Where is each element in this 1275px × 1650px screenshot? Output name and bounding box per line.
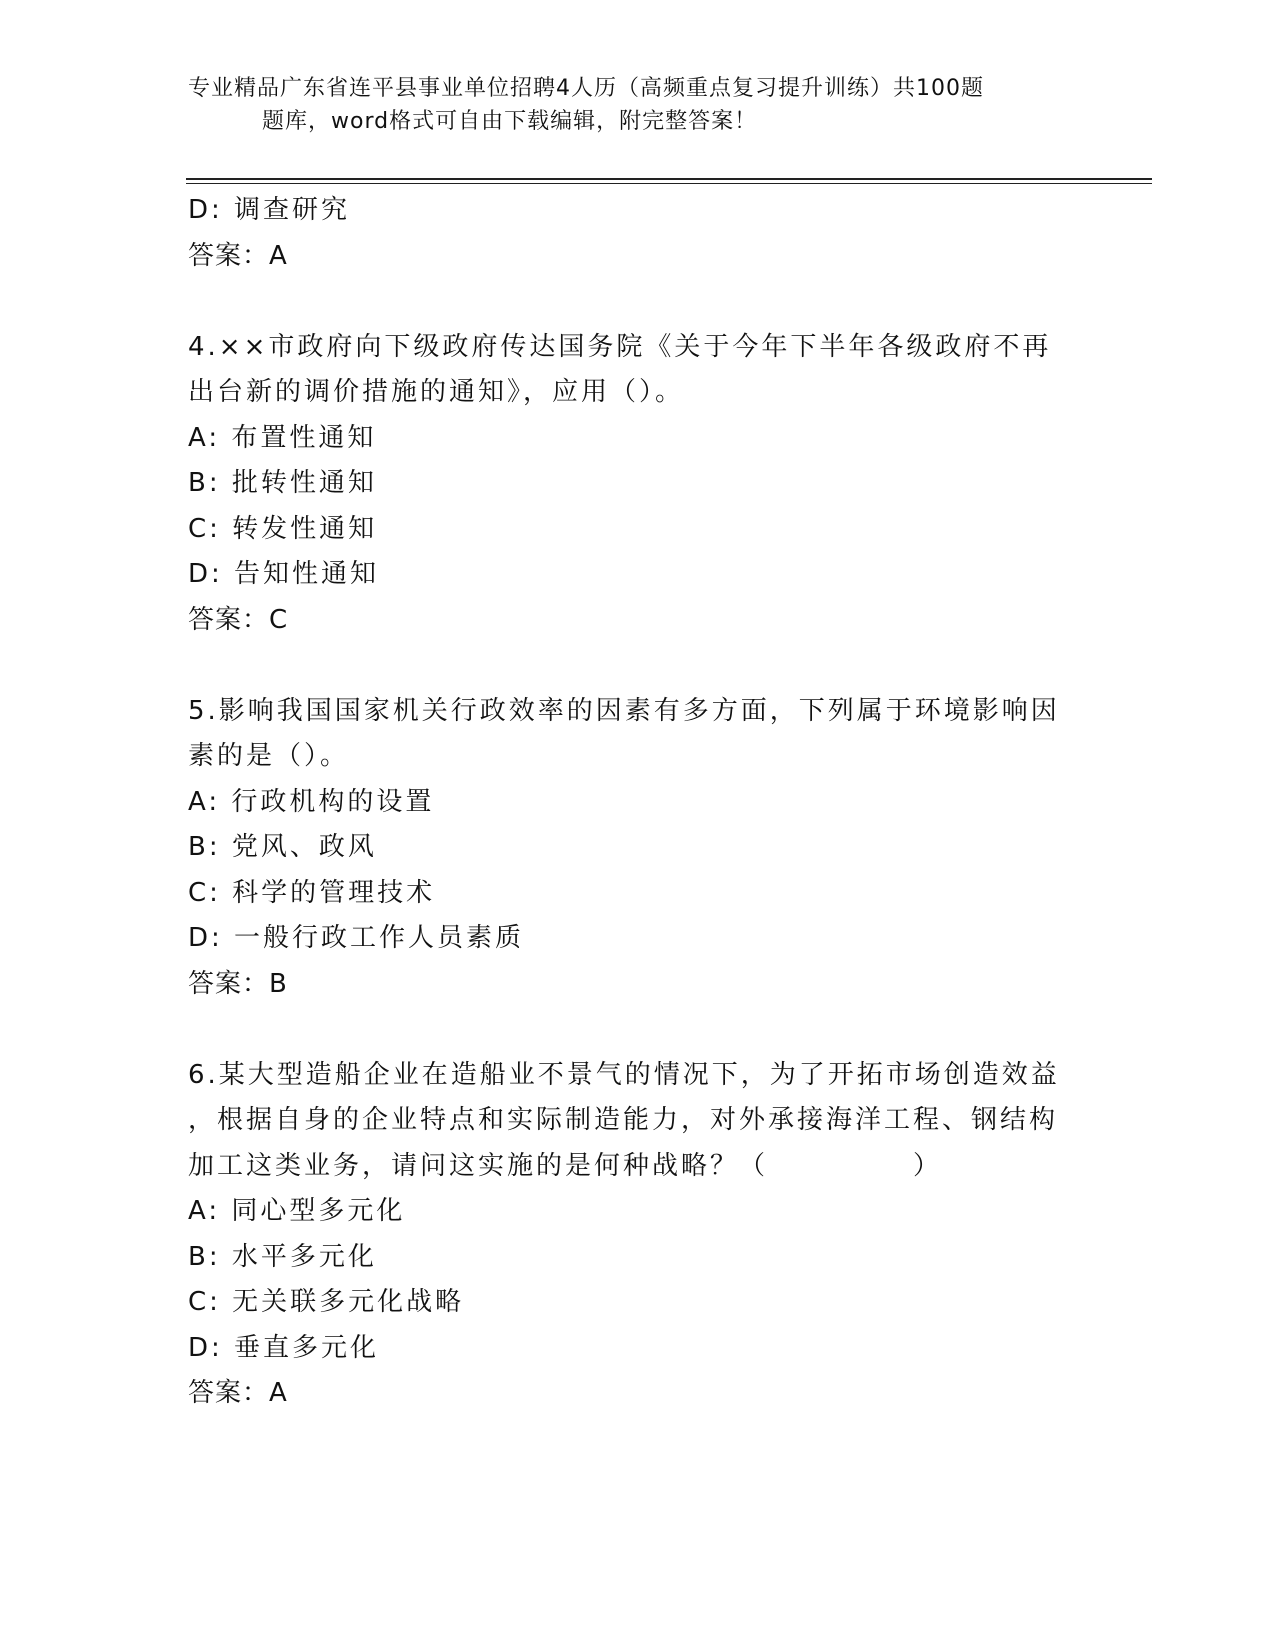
option-c: C: 转发性通知 bbox=[188, 513, 378, 544]
option-b: B: 水平多元化 bbox=[188, 1241, 377, 1272]
option-d: D: 调查研究 bbox=[188, 195, 351, 225]
question-stem-line: 5.影响我国国家机关行政效率的因素有多方面，下列属于环境影响因 bbox=[188, 695, 1060, 726]
question-6 bbox=[188, 1053, 1068, 1417]
answer-line: 答案：A bbox=[188, 240, 288, 271]
answer-line: 答案：B bbox=[188, 968, 288, 999]
option-a: A: 布置性通知 bbox=[188, 422, 377, 453]
page-header bbox=[188, 72, 1088, 138]
question-stem-line: 加工这类业务，请问这实施的是何种战略？（ ） bbox=[188, 1150, 943, 1181]
answer-line: 答案：C bbox=[188, 604, 289, 635]
option-a: A: 行政机构的设置 bbox=[188, 786, 435, 817]
option-b: B: 批转性通知 bbox=[188, 468, 377, 498]
header-divider-thick bbox=[186, 178, 1152, 180]
question-stem-line: 6.某大型造船企业在造船业不景气的情况下，为了开拓市场创造效益 bbox=[188, 1059, 1060, 1090]
question-content bbox=[188, 188, 1068, 1417]
option-c: C: 科学的管理技术 bbox=[188, 877, 436, 908]
answer-line: 答案：A bbox=[188, 1378, 288, 1408]
header-title-line-2: 题库，word格式可自由下载编辑，附完整答案！ bbox=[262, 109, 758, 134]
option-a: A: 同心型多元化 bbox=[188, 1196, 406, 1226]
option-d: D: 一般行政工作人员素质 bbox=[188, 923, 525, 953]
question-5 bbox=[188, 689, 1068, 1008]
option-d: D: 告知性通知 bbox=[188, 559, 380, 589]
header-title-line-1: 专业精品广东省连平县事业单位招聘4人历（高频重点复习提升训练）共100题 bbox=[188, 76, 984, 101]
spacer bbox=[188, 1007, 1068, 1053]
question-3-tail bbox=[188, 188, 1068, 279]
question-stem-line: 素的是（）。 bbox=[188, 741, 350, 771]
question-stem-line: 4.××市政府向下级政府传达国务院《关于今年下半年各级政府不再 bbox=[188, 331, 1052, 362]
question-4 bbox=[188, 325, 1068, 644]
header-divider-thin bbox=[186, 183, 1152, 184]
option-c: C: 无关联多元化战略 bbox=[188, 1287, 465, 1317]
question-stem-line: ，根据自身的企业特点和实际制造能力，对外承接海洋工程、钢结构 bbox=[188, 1105, 1059, 1135]
spacer bbox=[188, 279, 1068, 325]
spacer bbox=[188, 643, 1068, 689]
question-stem-line: 出台新的调价措施的通知》，应用（）。 bbox=[188, 377, 685, 407]
option-b: B: 党风、政风 bbox=[188, 832, 377, 862]
option-d: D: 垂直多元化 bbox=[188, 1332, 380, 1363]
